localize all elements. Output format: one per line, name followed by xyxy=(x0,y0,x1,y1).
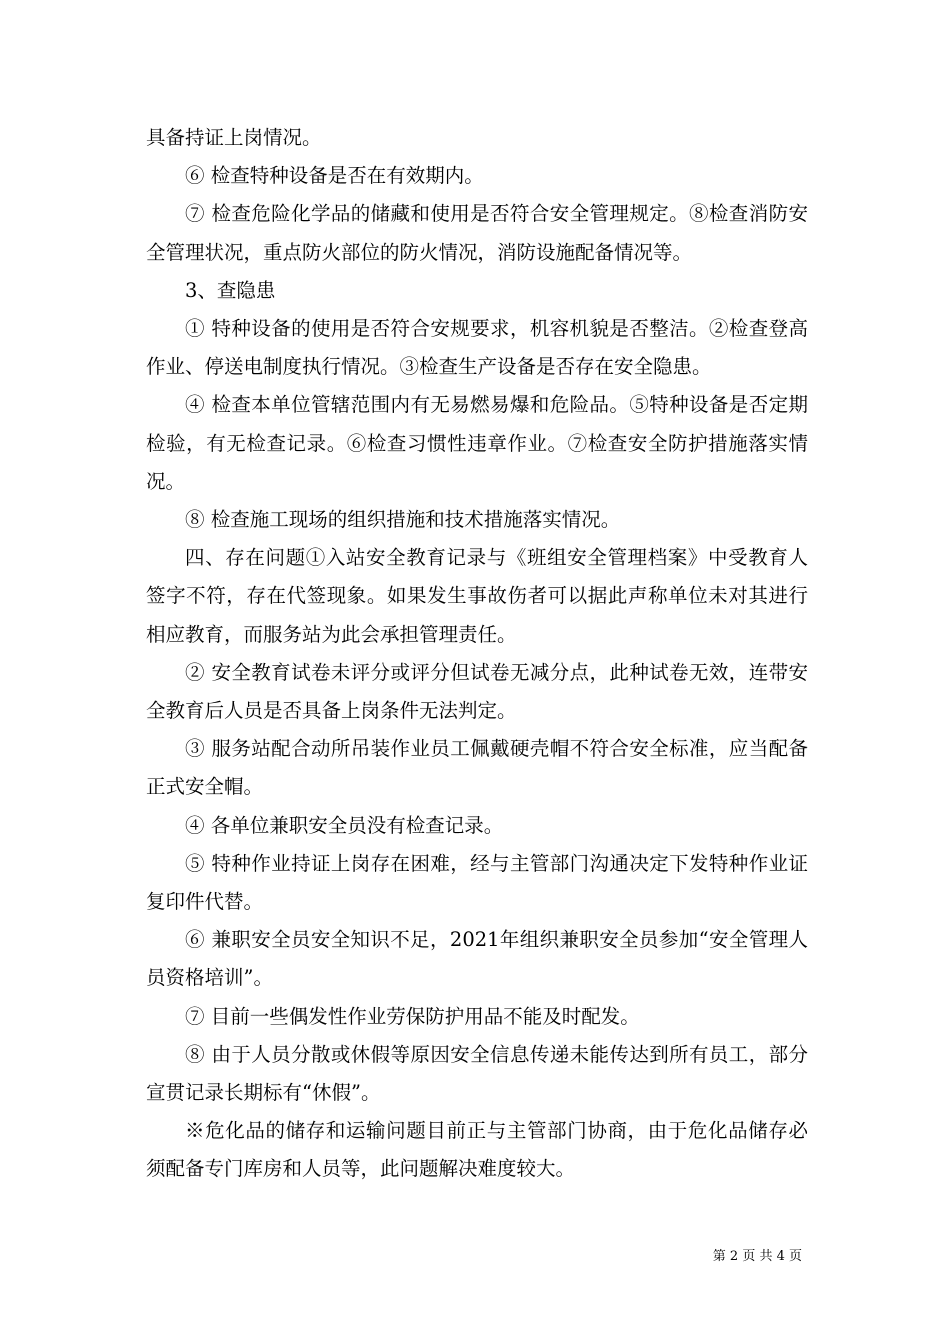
paragraph-14: ⑦ 目前一些偶发性作业劳保防护用品不能及时配发。 xyxy=(185,1004,640,1028)
paragraph-13: ⑥ 兼职安全员安全知识不足，2021年组织兼职安全员参加“安全管理人员资格培训”。 xyxy=(146,928,808,990)
paragraph-7: ⑧ 检查施工现场的组织措施和技术措施落实情况。 xyxy=(185,508,621,532)
document-body xyxy=(146,119,808,1189)
paragraph-11: ④ 各单位兼职安全员没有检查记录。 xyxy=(185,813,504,837)
paragraph-9: ② 安全教育试卷未评分或评分但试卷无减分点，此种试卷无效，连带安全教育后人员是否具备上岗条件无法判定。 xyxy=(146,660,808,723)
paragraph-4: 3、查隐患 xyxy=(185,278,276,302)
paragraph-2: ⑥ 检查特种设备是否在有效期内。 xyxy=(185,164,484,188)
paragraph-6: ④ 检查本单位管辖范围内有无易燃易爆和危险品。⑤特种设备是否定期检验，有无检查记录。⑥检查习惯性违章作业。⑦检查安全防护措施落实情况。 xyxy=(146,393,808,493)
paragraph-15: ⑧ 由于人员分散或休假等原因安全信息传递未能传达到所有员工，部分宣贯记录长期标有“休假”。 xyxy=(146,1042,808,1105)
paragraph-3: ⑦ 检查危险化学品的储藏和使用是否符合安全管理规定。⑧检查消防安全管理状况，重点防火部位的防火情况，消防设施配备情况等。 xyxy=(146,202,808,264)
paragraph-10: ③ 服务站配合动所吊装作业员工佩戴硬壳帽不符合安全标准，应当配备正式安全帽。 xyxy=(146,737,808,799)
paragraph-8: 四、存在问题①入站安全教育记录与《班组安全管理档案》中受教育人签字不符，存在代签现象。如果发生事故伤者可以据此声称单位未对其进行相应教育，而服务站为此会承担管理责任。 xyxy=(146,546,808,646)
paragraph-12: ⑤ 特种作业持证上岗存在困难，经与主管部门沟通决定下发特种作业证复印件代替。 xyxy=(146,851,808,914)
paragraph-1: 具备持证上岗情况。 xyxy=(146,126,322,149)
paragraph-16: ※危化品的储存和运输问题目前正与主管部门协商，由于危化品储存必须配备专门库房和人员等，此问题解决难度较大。 xyxy=(146,1119,808,1181)
paragraph-5: ① 特种设备的使用是否符合安规要求，机容机貌是否整洁。②检查登高作业、停送电制度执行情况。③检查生产设备是否存在安全隐患。 xyxy=(146,317,808,379)
page-number-footer: 第 2 页 共 4 页 xyxy=(712,1249,802,1264)
